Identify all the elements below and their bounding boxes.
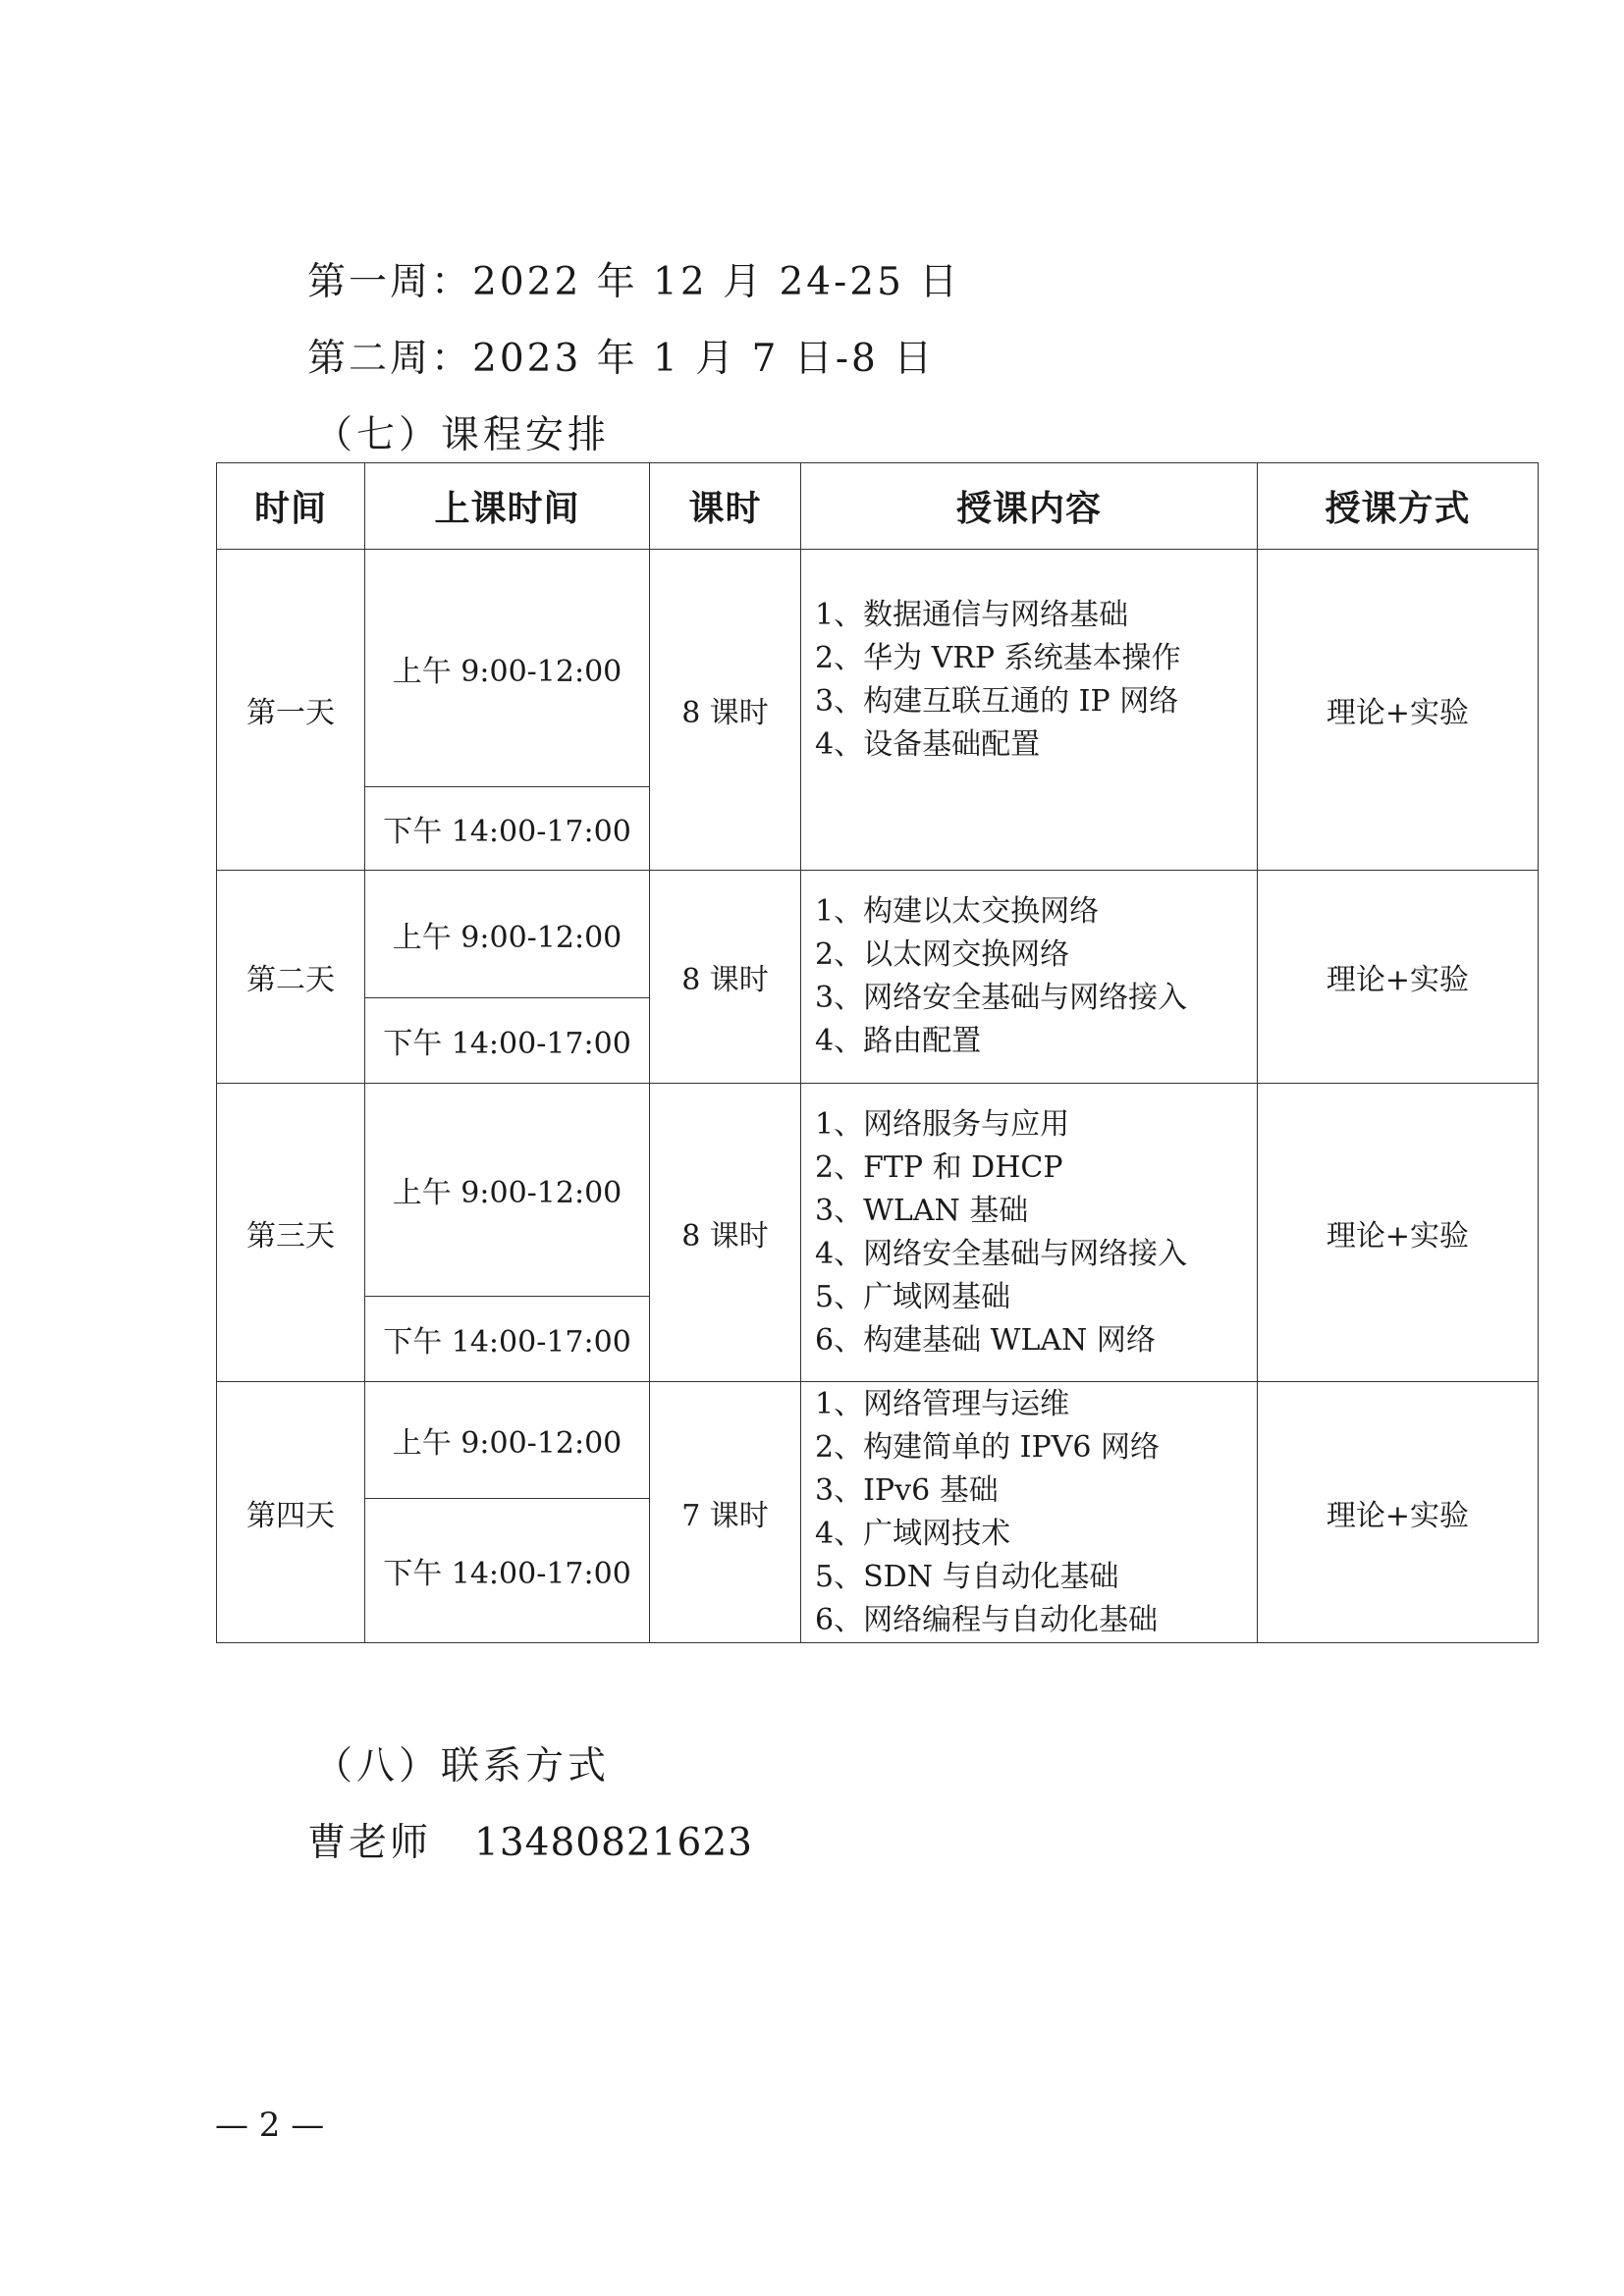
content-item: 2、FTP 和 DHCP — [815, 1149, 1063, 1185]
afternoon-slot: 下午 14:00-17:00 — [365, 998, 650, 1084]
content-item: 4、广域网技术 — [815, 1516, 1011, 1551]
content-item: 1、构建以太交换网络 — [815, 894, 1100, 929]
header-class-time: 上课时间 — [365, 463, 650, 550]
content-item: 4、路由配置 — [815, 1024, 982, 1058]
day-cell: 第三天 — [217, 1084, 365, 1382]
hours-cell: 8 课时 — [650, 1084, 801, 1382]
morning-slot: 上午 9:00-12:00 — [365, 871, 650, 998]
hours-cell: 8 课时 — [650, 550, 801, 871]
content-item: 1、网络服务与应用 — [815, 1106, 1070, 1142]
day-cell: 第二天 — [217, 871, 365, 1084]
content-cell — [801, 1382, 1258, 1643]
header-method: 授课方式 — [1258, 463, 1539, 550]
section-heading-contact: （八）联系方式 — [314, 1744, 611, 1789]
content-item: 2、以太网交换网络 — [815, 937, 1070, 972]
morning-slot: 上午 9:00-12:00 — [365, 1382, 650, 1499]
content-item: 5、SDN 与自动化基础 — [815, 1559, 1119, 1594]
morning-slot: 上午 9:00-12:00 — [365, 550, 650, 787]
contact-phone: 13480821623 — [474, 1821, 753, 1865]
morning-slot: 上午 9:00-12:00 — [365, 1084, 650, 1297]
content-item: 3、IPv6 基础 — [815, 1472, 999, 1508]
table-row — [217, 1382, 1539, 1499]
method-cell: 理论+实验 — [1258, 550, 1539, 871]
method-cell: 理论+实验 — [1258, 871, 1539, 1084]
table-header-row — [217, 463, 1539, 550]
content-item: 2、构建简单的 IPV6 网络 — [815, 1429, 1160, 1465]
week2-schedule: 第二周：2023 年 1 月 7 日-8 日 — [307, 337, 936, 381]
content-item: 3、WLAN 基础 — [815, 1193, 1029, 1228]
hours-cell: 7 课时 — [650, 1382, 801, 1643]
course-schedule-table — [216, 462, 1539, 1643]
header-content: 授课内容 — [801, 463, 1258, 550]
contact-name: 曹老师 — [307, 1821, 432, 1865]
header-time: 时间 — [217, 463, 365, 550]
method-cell: 理论+实验 — [1258, 1382, 1539, 1643]
table-row — [217, 550, 1539, 787]
content-item: 3、构建互联互通的 IP 网络 — [815, 684, 1179, 719]
day-cell: 第一天 — [217, 550, 365, 871]
afternoon-slot: 下午 14:00-17:00 — [365, 787, 650, 871]
content-item: 2、华为 VRP 系统基本操作 — [815, 641, 1181, 675]
header-hours: 课时 — [650, 463, 801, 550]
contact-line — [307, 1812, 753, 1867]
content-cell — [801, 550, 1258, 871]
table-row — [217, 1084, 1539, 1297]
day-cell: 第四天 — [217, 1382, 365, 1643]
content-item: 6、网络编程与自动化基础 — [815, 1602, 1159, 1637]
page-number: — 2 — — [215, 2106, 325, 2145]
content-item: 5、广域网基础 — [815, 1279, 1011, 1314]
content-item: 1、网络管理与运维 — [815, 1386, 1070, 1421]
table-row — [217, 871, 1539, 998]
content-item: 3、网络安全基础与网络接入 — [815, 981, 1188, 1015]
hours-cell: 8 课时 — [650, 871, 801, 1084]
content-item: 1、数据通信与网络基础 — [815, 598, 1129, 632]
content-item: 4、网络安全基础与网络接入 — [815, 1236, 1188, 1271]
afternoon-slot: 下午 14:00-17:00 — [365, 1297, 650, 1382]
content-cell — [801, 1084, 1258, 1382]
afternoon-slot: 下午 14:00-17:00 — [365, 1499, 650, 1643]
method-cell: 理论+实验 — [1258, 1084, 1539, 1382]
section-heading-course-arrangement: （七）课程安排 — [314, 413, 611, 457]
week1-schedule: 第一周：2022 年 12 月 24-25 日 — [307, 260, 961, 304]
content-item: 6、构建基础 WLAN 网络 — [815, 1322, 1156, 1358]
content-cell — [801, 871, 1258, 1084]
content-item: 4、设备基础配置 — [815, 727, 1041, 762]
